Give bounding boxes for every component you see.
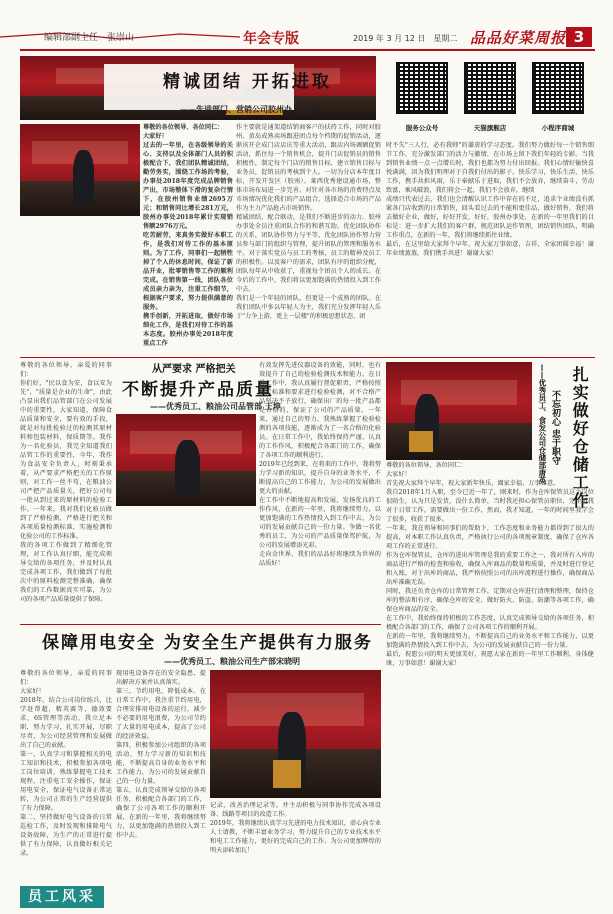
article3-column-1: 尊敬的各位领导、各位同仁： 大家好！ 首先祝大家拜个早年，祝大家新年快乐，阖家幸福，万事如意。 我自2018年1月入职，至今已近一年了，刚来时，作为仓库保管员这个岗位很陌生，认为只是发货，没什么简单，当时我还担心保管员职位，完全把我对于日常工作，需要做出一份工作，然而，我才知道，一年的时间里我学会了很多，收获了很多。 一年来，我在领导和同事们的帮助下，工作态度和业务能力都得到了很大的提高，对本职工作认真负责，严格执行公司的各项规章制度，确保了仓库各项工作的正常进行。 作为仓库保管员，仓库的进出库管理是我的重要工作之一，我对所有入库的商品进行严格的检查和验收，确保入库商品的数量和质量，并及时进行登记和入账，对于出库的商品，我严格按照公司的出库流程进行操作，确保商品出库准确无误。 同时，我还负责仓库的日常管理工作，定期对仓库进行清理和整理，保持仓库的整洁和有序，确保仓库的安全，做好防火、防盗、防潮等各项工作，确保仓库商品的安全。 在工作中，我始终保持积极的工作态度，认真完成领导交给的各项任务，积极配合各部门的工作，确保了公司各项工作的顺利开展。 在新的一年里，我将继续努力，不断提高自己的业务水平和工作能力，以更加饱满的热情投入到工作中去，为公司的发展贡献自己的一份力量。 最后，祝愿公司的明天更加美好，祝愿大家在新的一年里工作顺利，身体健康，万事如意！谢谢大家！ [386, 462, 594, 667]
qr-code-panel [386, 56, 594, 138]
footer-section-tag: 员工风采 [20, 886, 104, 908]
qr-code-tmall-icon[interactable] [464, 62, 516, 114]
qr-label-service: 服务公众号 [405, 124, 439, 132]
article1-column-1-cont [20, 216, 233, 354]
page-header [0, 0, 613, 52]
article4-column-2: 现用电设备存在的安全隐患，提出解决方案并认真落实。 第三，节约用电，降低成本。在日常工作中，我注重节约用电，合理安排用电设备的运行，减少不必要的用电浪费，为公司节约了大量的用电成本，提高了公司的经济效益。 第四，积极参加公司组织的各项活动，努力学习新的知识和技能，不断提高自身的业务水平和工作能力，为公司的发展贡献自己的一份力量。 第五，认真完成领导交给的各项任务，积极配合各部门的工作，确保了公司各项工作的顺利开展，在新的一年里，我将继续努力，以更加饱满的热情投入到工作中去。 [116, 670, 206, 839]
article2-photo [116, 414, 256, 506]
qr-label-miniprogram: 小程序商城 [541, 124, 575, 132]
article1-column-3: 时不失"三人行，必有我师"的谦虚的学习态度。我们努力做好每一个销售细节工作，充分激发部门的活力与激情，在市场上留下我们年轻的专影。当我到销售业绩一点一点增长时，我们也都为努力付出回报。我们心情好愉快喜悦满满，因为我们明理对于自我们付出的影子，快乐学习，快乐生活，快乐工作，携手共担风雨，乐于奉献乐于进取，我们不会放弃，继续奋斗，劳动致富，乘风破浪，我们将会一起，我们不会放弃，继续 成绩只代表过去，我们也会清醒认识工作中存在的不足，追求个业绩没有抓紧各门店收到的日常销售，回头看过去的不能和更佳品，做好销售，我们将去做好企业，做好，好好开发，好好，胶州办事处，在新的一年里我们的目标是：进一步扩大我们的客户群，规范团队运作管理，团结销售团队，明确工作重点，在新的一年，我们将继续抓住业绩。 最后，在这里给大家拜个早年，祝大家万事如意，吉祥，全家团圆幸福！谢年业绩蒸蒸，我们携手共进！谢谢大家！ [386, 142, 594, 257]
article3-subtitle: 不忘初心 忠于职守 [550, 390, 561, 466]
qr-code-miniprogram-icon[interactable] [532, 62, 584, 114]
article1-greeting-text: 尊敬的各位领导、各位同仁： 大家好！ 过去的一年里，在各级领导的关心、支持以及全体部门人员的积极配合下，我们团队精诚团结，勤劳务实，围绕工作场的考验，办事处2018年度完成品牌销售产出，市场整体下滑的复杂行情下，在胶州销售业绩2695万元；和销售同比增长281万元，胶州办事处2018年累计实现销售额2976万元。 吃苦耐劳，来真务实做好本职工作，是我们对待工作的基本原则。为了工作，同事们一起牺牲掉了个人的休息时间，保证了新品开业，批零销售等工作的顺利完成。在销售第一线，团队各位成员亲力亲为，注重工作细节，根据客户要求，努力提供满意的服务。 携手创新，开拓进取，做好市场细化工作，是我们对待工作的基本态度。胶州办事处2018年度重点工作 [143, 124, 233, 347]
article1-title: 精诚团结 开拓进取 [163, 72, 332, 92]
article2-title: 不断提升产品质量 [122, 380, 274, 400]
article2-kicker: 从严要求 严格把关 [152, 364, 236, 375]
article4-photo [210, 670, 381, 798]
article1-column-2: 作主要就是通架道结销商客户的扶持工作，同时对胶州、黄岛成熟卖场跟进团点每个档期的促销活动，逐渐该开企成门店店庆等重大活动，跟店内场调额促销活动，抓住每一个销售机会，提升门店促销员的销售积极性，制定每个门店的销售目标，建立销售目标与业务员，促销员的考核到个人。一切为分店本年度目标，开发开发区（胶南）、莱西优秀建设通市场，整体市场布局进一步完善，对针对各市场的消费特点及市场情况优化我们的产品组合，选择适合市场的产品作为主力产品抢占市场销售。 精诚团结，配合联动，是我们不断进步的动力。胶州办事处全员注重团队合作的和谐互助。优化团队协作的关系，团队协作努力与平等，优化团队协作努力营员参与部门的组织与管理，提升团队的管理和服务水平。对于落实党员与员工的考核，员工的精神及员工的积极性。以及客户的需求，团队有序的组织分配，团队每年从中收获了，重视每个团员个人的成长。在今后的工作中，我们将以更加饱满的热情投入到工作中去。 我们是一个年轻的团队，但更是一个成熟的团队。在我们团队中多以年轻人为主，我们充分发挥年轻人乐于"力争上游，更上一层楼"的积极思想状态，团 [236, 124, 381, 320]
article4-title: 保障用电安全 为安全生产提供有力服务 [42, 633, 373, 653]
article4-column-1: 尊敬的各位领导，亲爱的同事们： 大家好！ 2018年，结合公司岗位练兵，比学赶帮超，精英赛等，德效要求，6S管理等活动，我立足本职，努力学习，扎实开展，尽职尽责，为公司经营管理和发展做出了自己的贡献。 第一，认真学习和掌握相关的电工知识和技术，积极参加各项电工岗位培训，熟练掌握电工技术规程，注重电工安全操作，保证用电安全，保证电气设备正常运转，为公司正常的生产经营提供了有力保障。 第二，坚持做好电气设备的日常巡检工作，及时发现和排除电气设备故障，为生产的正常进行提供了有力保障，认真做好相关记录。 [20, 670, 112, 857]
header-date: 2019 年 3 月 12 日 星期二 [353, 34, 458, 43]
article2-column-2: 有效发挥先进仪器设备的效能，同时，也有效提升了自己的检验检测技术和能力。在日常工作中，我认真履行督促职责，严格按照规定标准和要求进行检验检测，对不合格产品坚决不予放行，确保出厂的每一批产品都是合格的，保证了公司的产品质量。一年来，通过自己的努力，我熟练掌握了检验检测的各项技能，逐渐成为了一名合格的化验员。在日常工作中，我始终保持严谨、认真的工作作风，积极配合各部门的工作，确保了各项工作的顺利进行。 2019年已经到来，在将来的工作中，我将努力学习新的知识，提升自身的业务水平，不断提高自己的工作能力，为公司的发展做出更大的贡献。 在工作中不断地提高和发展，发扬优良的工作作风，在新的一年里，我将继续努力，以更加饱满的工作热情投入到工作中去，为公司的发展贡献自己的一份力量。争做一名优秀的员工，为公司的产品质量保驾护航，为公司的发展增添光彩。 走向金世界，我们的品品好将继续为世界的品质好！ [259, 362, 381, 567]
header-section-title: 年会专版 [243, 31, 299, 47]
article3-title: 扎实做好仓储工作 [570, 366, 590, 510]
header-editor: 编辑部副主任 张崇山 [44, 33, 135, 43]
article3-byline: ——优秀员工、食发公司仓储部唐英 [537, 364, 547, 484]
article2-byline: ——优秀员工、粮油公司品管部 王坤 [150, 402, 281, 411]
page-number: 3 [566, 27, 592, 47]
article4-divider [20, 624, 381, 625]
masthead-logo: 品品好菜周报 [470, 29, 567, 47]
qr-code-service-icon[interactable] [396, 62, 448, 114]
article3-photo [386, 362, 532, 460]
article1-portrait-photo [20, 124, 140, 216]
article1-greeting [143, 124, 233, 347]
qr-label-tmall: 天猫旗舰店 [473, 124, 507, 132]
article4-byline: ——优秀员工、粮油公司生产部宋晓明 [164, 657, 300, 666]
article1-byline: ——先进部门、营销公司胶州办 吴庆辉 [180, 105, 319, 114]
section-divider [20, 357, 595, 358]
header-rule [20, 49, 595, 51]
article4-column-3: 记录，改善治理记录等。并主动积极与同事协作完成各项设备、线路等项目的改造工作。 2019年，我将继续认真学习先进的电力技术知识，虚心向专业人士请教，不断丰富业务学习，努力提升自己的专业技术水平和电工工作能力，更好的完成自己的工作，为公司更加辉煌的明天添砖加瓦！ [210, 802, 381, 854]
article2-column-1: 尊敬的各位领导，亲爱的同事们： 你们好，"民以食为安，食以安为先"，"质量是企业的生命"，由此凸显出我们品管部门在公司发展中的重要性，大家知道，保障食品质量和安全，要有效的手段，就是对每批检验过的检测其原材料和包装材料，保质期等。我作为一名化验员，我完全知道我们品管工作的重要性，今年，我作为食品安全负责人，时刻秉承着，从严要求严格把关的工作原则，对工作一丝不苟，在粮油公司严把产品质量关，把好公司每一批从到过来的原材料的检验工作。一年来，我对我们化验员做到了严格检测，严格进行把关和各项质量检测标准，实施检测和化验公司的工作标准。 我的各项工作做到了精细化管理，对工作认真仔细，能完成领导交给的各项任务，并及时认真完成各项工作，我们做到了每批次中的原料检测完整准确，确保我们的工作数据真实可靠，为公司的各项产品质量提供了保障。 [20, 362, 112, 603]
